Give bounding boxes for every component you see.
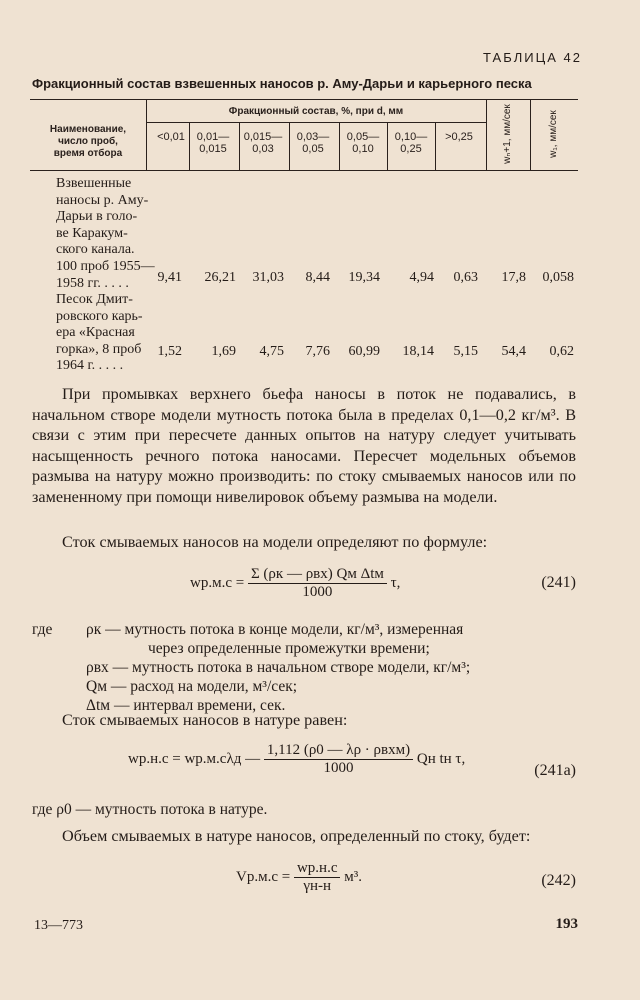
- header-fraction: Фракционный состав, %, при d, мм: [228, 106, 404, 117]
- paragraph-2: Сток смываемых наносов на модели определяют по формуле:: [62, 533, 488, 551]
- paragraph-1: При промывках верхнего бьефа наносы в поток не подавались, в начальном створе модели мутность потока была в пределах 0,1—0,2 кг/м³. В связи с этим при пересчете данных опытов на натуру следует учитывать насыщенность речного потока наносами. Пересчет модельных объемов размыва на натуру можно производить: по стоку смываемых наносов или по замененному при помощи нивелировок объему размыва на модели.: [32, 385, 576, 506]
- eq-numerator: wр.н.с: [294, 860, 341, 878]
- table-cell: 0,63: [453, 270, 478, 285]
- fraction-column-header: 0,05— 0,10: [346, 131, 380, 155]
- signature-mark: 13—773: [34, 918, 83, 933]
- row-label-line: ровского карь-: [56, 308, 143, 324]
- eq-fraction: [264, 742, 413, 777]
- eq-denominator: γн-н: [303, 878, 332, 894]
- eq-numerator: 1,112 (ρ0 — λρ · ρвхм): [264, 742, 413, 760]
- table-cell: 9,41: [157, 270, 182, 285]
- fraction-column-header: 0,10— 0,25: [394, 131, 428, 155]
- eq-fraction: [248, 566, 387, 601]
- eq-fraction: [294, 860, 341, 895]
- table-cell: 18,14: [402, 344, 434, 359]
- table-cell: 7,76: [305, 344, 330, 359]
- table-cell: 60,99: [348, 344, 380, 359]
- table-cell: 0,058: [542, 270, 574, 285]
- eq-lhs: wр.м.с =: [190, 574, 245, 591]
- table-cell: 1,69: [211, 344, 236, 359]
- row-label-sand: [56, 292, 156, 375]
- table-top-rule: [30, 99, 578, 100]
- fraction-column-header: 0,015— 0,03: [243, 131, 283, 155]
- header-subdivider: [289, 122, 290, 170]
- definition-dt: Δtм — интервал времени, сек.: [86, 697, 286, 714]
- row-label-line: ского канала.: [56, 242, 135, 258]
- header-name-line: число проб,: [58, 136, 118, 147]
- equation-number-242: (242): [541, 872, 576, 889]
- header-wn: wₙ+1, мм/сек: [502, 104, 513, 164]
- equation-241: [190, 566, 400, 601]
- eq-denominator: 1000: [323, 760, 354, 776]
- eq-numerator: Σ (ρк — ρвх) Qм Δtм: [248, 566, 387, 584]
- table-cell: 0,62: [549, 344, 574, 359]
- row-label-line: 100 проб 1955—: [56, 258, 155, 274]
- page-number: 193: [555, 916, 578, 932]
- table-caption: Фракционный состав взвешенных наносов р. Аму-Дарьи и карьерного песка: [32, 76, 532, 91]
- eq-lhs: wр.н.с = wр.м.сλд —: [128, 750, 261, 767]
- table-cell: 54,4: [501, 344, 526, 359]
- paragraph-3: Сток смываемых наносов в натуре равен:: [62, 711, 348, 729]
- row-label-line: 1964 г. . . . .: [56, 358, 124, 374]
- equation-number-241: (241): [541, 574, 576, 591]
- definition-rho-k-cont: через определенные промежутки времени;: [148, 640, 430, 657]
- eq-tail: τ,: [390, 574, 401, 591]
- table-cell: 5,15: [453, 344, 478, 359]
- fraction-column-header: <0,01: [157, 131, 185, 143]
- row-label-line: ера «Красная: [56, 325, 135, 341]
- table-cell: 8,44: [305, 270, 330, 285]
- fraction-column-header: 0,01— 0,015: [196, 131, 230, 155]
- header-subdivider: [387, 122, 388, 170]
- row-label-line: горка», 8 проб: [56, 341, 142, 357]
- table-number: ТАБЛИЦА 42: [483, 50, 582, 65]
- header-name: [32, 124, 144, 160]
- header-name-line: время отбора: [53, 148, 123, 159]
- eq-tail: м³.: [344, 868, 362, 885]
- header-subdivider: [239, 122, 240, 170]
- equation-241a: [128, 742, 465, 777]
- header-divider: [530, 99, 531, 170]
- equation-number-241a: (241а): [534, 762, 576, 779]
- row-label-line: 1958 гг. . . . .: [56, 275, 129, 291]
- table-cell: 1,52: [157, 344, 182, 359]
- definition-rho-vx: ρвх — мутность потока в начальном створе модели, кг/м³;: [86, 659, 471, 676]
- eq-lhs: Vр.м.с =: [236, 868, 291, 885]
- table-cell: 19,34: [348, 270, 380, 285]
- table-cell: 26,21: [204, 270, 236, 285]
- table-cell: 31,03: [252, 270, 284, 285]
- row-label-line: Дарьи в голо-: [56, 209, 138, 225]
- row-label-line: ве Каракум-: [56, 225, 128, 241]
- where-rho0: где ρ0 — мутность потока в натуре.: [32, 801, 268, 818]
- fraction-column-header: >0,25: [445, 131, 473, 143]
- header-divider: [146, 99, 147, 170]
- fraction-column-header: 0,03— 0,05: [296, 131, 330, 155]
- header-subdivider: [339, 122, 340, 170]
- eq-tail: Qн tн τ,: [416, 750, 466, 767]
- row-label-line: наносы р. Аму-: [56, 192, 149, 208]
- header-subdivider: [435, 122, 436, 170]
- table-header-rule: [30, 170, 578, 171]
- paragraph-4: Объем смываемых в натуре наносов, определенный по стоку, будет:: [62, 827, 531, 845]
- header-divider: [486, 99, 487, 170]
- table-cell: 4,75: [259, 344, 284, 359]
- equation-242: [236, 860, 362, 895]
- table-cell: 17,8: [501, 270, 526, 285]
- header-name-line: Наименование,: [49, 124, 127, 135]
- definition-q: Qм — расход на модели, м³/сек;: [86, 678, 298, 695]
- definition-rho-k: ρк — мутность потока в конце модели, кг/м³, измеренная: [86, 621, 464, 638]
- header-subdivider: [189, 122, 190, 170]
- where-label: где: [32, 621, 53, 638]
- eq-denominator: 1000: [302, 584, 333, 600]
- table-cell: 4,94: [409, 270, 434, 285]
- header-w1: w₁, мм/сек: [548, 110, 559, 158]
- row-label-line: Песок Дмит-: [56, 292, 133, 307]
- row-label-line: Взвешенные: [56, 176, 132, 191]
